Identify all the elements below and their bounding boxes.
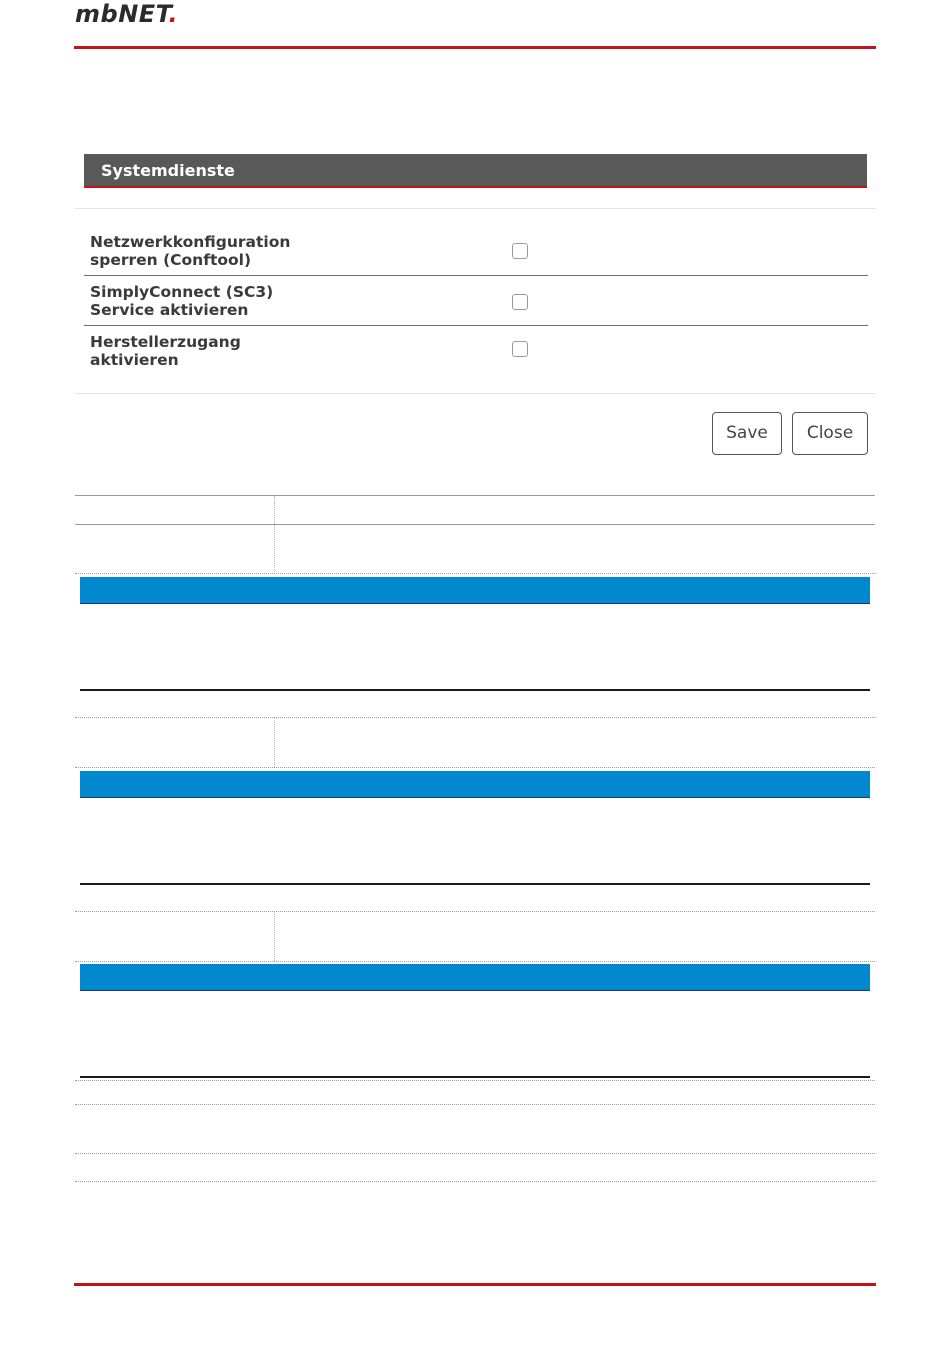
table-rule [75,1181,875,1182]
setting-label-manufacturer: Herstellerzugang aktivieren [90,333,241,369]
table-rule [75,911,875,912]
panel-top-divider [75,208,876,209]
table-column-divider [274,496,275,574]
section-rule [80,1076,870,1078]
section-rule [80,689,870,691]
setting-row-manufacturer [84,333,868,377]
table-rule [75,1153,875,1154]
footer-rule [74,1283,876,1286]
blue-section-bar [80,964,870,991]
header-rule [74,46,876,49]
table-rule [75,767,875,768]
setting-label-conftool: Netzwerkkonfiguration sperren (Conftool) [90,233,291,269]
table-rule [75,717,875,718]
section-rule [80,883,870,885]
table-column-divider [274,912,275,961]
conftool-lock-checkbox[interactable] [512,243,528,259]
close-button[interactable]: Close [792,412,868,455]
setting-row-sc3 [84,283,868,327]
table-rule [75,573,875,574]
sc3-service-checkbox[interactable] [512,294,528,310]
panel-title: Systemdienste [101,161,235,180]
table-rule [75,1080,875,1081]
panel-header [84,154,867,188]
setting-label-sc3: SimplyConnect (SC3) Service aktivieren [90,283,274,319]
save-button[interactable]: Save [712,412,782,455]
row-divider [84,325,868,326]
table-column-divider [274,718,275,767]
blue-section-bar [80,577,870,604]
table-rule [75,1104,875,1105]
row-divider [84,275,868,276]
panel-bottom-divider [75,393,876,394]
blue-section-bar [80,771,870,798]
table-rule [75,495,875,496]
manufacturer-access-checkbox[interactable] [512,341,528,357]
setting-row-conftool [84,233,868,277]
table-rule [75,524,875,525]
mbnet-logo: mbNET. [75,0,179,28]
table-rule [75,961,875,962]
